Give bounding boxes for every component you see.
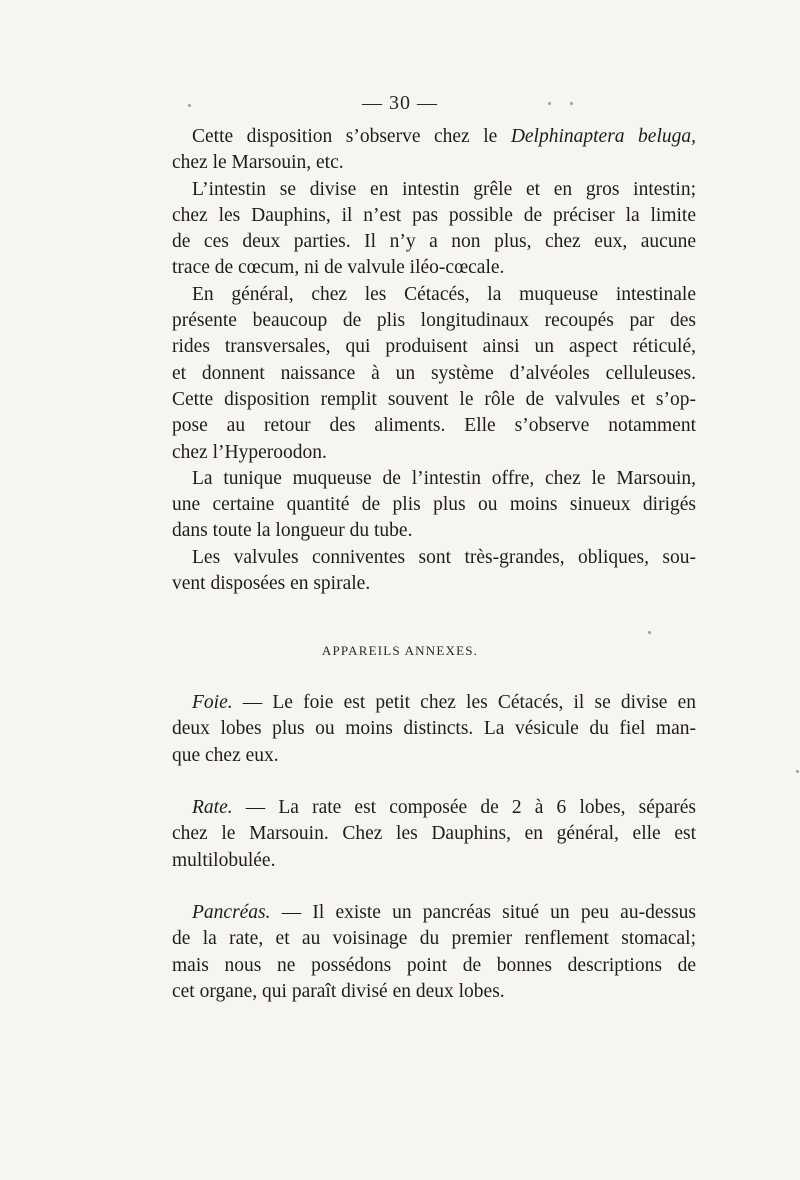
scan-speck: [796, 770, 799, 773]
text-line: une certaine quantité de plis plus ou moins sinueux dirigés: [172, 494, 696, 516]
text-line: Pancréas. — Il existe un pancréas situé un peu au-dessus: [192, 902, 696, 923]
scan-speck: [648, 631, 651, 634]
text-line: mais nous ne possédons point de bonnes descriptions de: [172, 954, 696, 976]
main-text: [172, 124, 696, 597]
text-line: En général, chez les Cétacés, la muqueuse intestinale: [192, 283, 696, 305]
text-line: pose au retour des aliments. Elle s’observe notamment: [172, 415, 696, 437]
text-line: Foie. — Le foie est petit chez les Cétacés, il se divise en: [192, 692, 696, 713]
text-line: cet organe, qui paraît divisé en deux lobes.: [172, 980, 505, 1002]
text-line: multilobulée.: [172, 849, 276, 871]
text-line: trace de cœcum, ni de valvule iléo-cœcale.: [172, 257, 505, 279]
organ-name: Rate.: [192, 797, 233, 818]
text-line: vent disposées en spirale.: [172, 573, 371, 595]
text-line: Cette disposition remplit souvent le rôle de valvules et s’op-: [172, 388, 696, 410]
species-name: Delphinaptera beluga: [510, 126, 692, 147]
text-line: dans toute la longueur du tube.: [172, 520, 413, 542]
text-line: et donnent naissance à un système d’alvéoles celluleuses.: [172, 362, 696, 384]
text-line: deux lobes plus ou moins distincts. La vésicule du fiel man-: [172, 718, 696, 740]
scan-speck: [188, 104, 191, 107]
text-line: de la rate, et au voisinage du premier renflement stomacal;: [172, 928, 696, 950]
organ-pancreas: [172, 900, 696, 1005]
text-line: Cette disposition s’observe chez le Delphinaptera beluga,: [192, 126, 697, 147]
organ-name: Foie.: [192, 692, 233, 713]
text-line: Les valvules conniventes sont très-grandes, obliques, sou-: [192, 546, 696, 568]
scan-speck: [548, 102, 551, 105]
text-line: rides transversales, qui produisent ainsi un aspect réticulé,: [172, 336, 696, 358]
text-line: chez les Dauphins, il n’est pas possible de préciser la limite: [172, 204, 696, 226]
text-line: chez le Marsouin, etc.: [172, 152, 344, 174]
organ-name: Pancréas.: [192, 902, 271, 923]
text-line: de ces deux parties. Il n’y a non plus, chez eux, aucune: [172, 231, 696, 253]
section-title: APPAREILS ANNEXES.: [321, 643, 479, 658]
text-line: présente beaucoup de plis longitudinaux recoupés par des: [172, 310, 696, 332]
scan-speck: [570, 102, 573, 105]
text-line: que chez eux.: [172, 744, 279, 766]
organ-foie: [172, 690, 696, 769]
page-number: — 30 —: [362, 92, 438, 114]
organ-rate: [172, 795, 696, 874]
text-line: chez l’Hyperoodon.: [172, 441, 327, 463]
text-line: L’intestin se divise en intestin grêle et en gros intestin;: [192, 178, 696, 200]
text-line: Rate. — La rate est composée de 2 à 6 lobes, séparés: [192, 797, 696, 818]
text-line: chez le Marsouin. Chez les Dauphins, en général, elle est: [172, 823, 696, 845]
text-line: La tunique muqueuse de l’intestin offre, chez le Marsouin,: [192, 467, 696, 489]
